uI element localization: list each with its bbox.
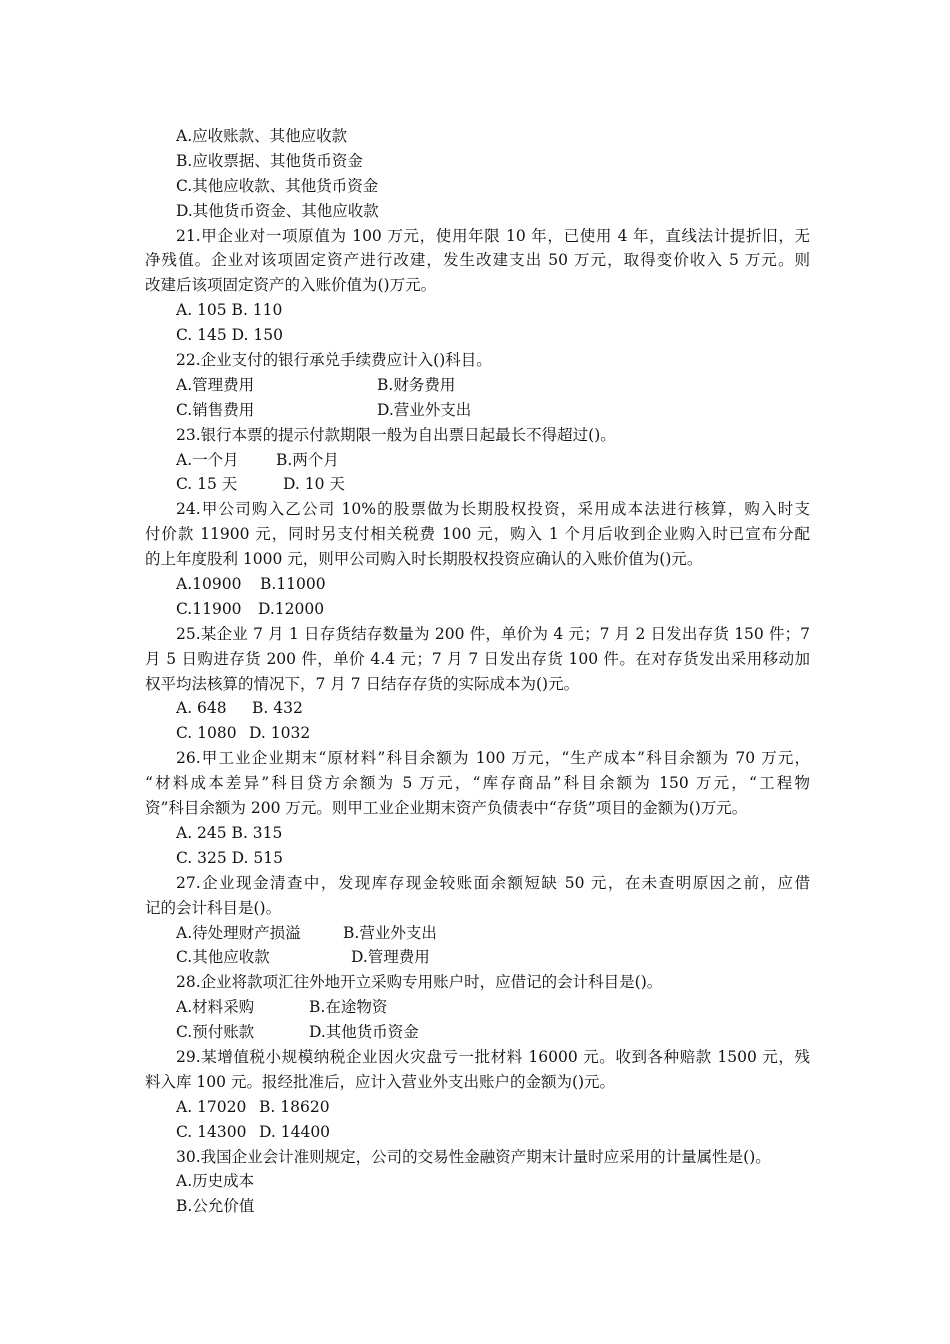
answer-option: B.在途物资 [309,998,388,1017]
answer-option: D. 10 天 [283,475,345,494]
question-stem: 23.银行本票的提示付款期限一般为自出票日起最长不得超过()。 [176,425,616,444]
question-stem-continued: 记的会计科目是()。 [145,898,282,917]
question-stem-continued: 改建后该项固定资产的入账价值为()万元。 [145,276,437,295]
answer-option: B. 432 [252,699,303,718]
answer-option-line: C.其他应收款、其他货币资金 [176,176,379,195]
question-stem-continued: 资”科目余额为 200 万元。则甲工业企业期末资产负债表中“存货”项目的金额为()万元。 [145,799,748,818]
answer-option-line: B.应收票据、其他货币资金 [176,151,363,170]
question-stem: 30.我国企业会计准则规定，公司的交易性金融资产期末计量时应采用的计量属性是()。 [176,1147,771,1166]
question-stem-continued: 净残值。企业对该项固定资产进行改建，发生改建支出 50 万元，取得变价收入 5 万元。则 [145,251,810,270]
answer-option: A. 17020 [176,1097,247,1116]
answer-option: D.管理费用 [351,948,430,967]
answer-option: A.10900 [176,575,242,594]
question-stem: 22.企业支付的银行承兑手续费应计入()科目。 [176,351,492,370]
answer-option-line: A. 245 B. 315 [176,823,283,842]
answer-option-line [145,1020,810,1045]
answer-option: D. 14400 [259,1122,331,1141]
answer-option-line [145,721,810,746]
answer-option-line [145,448,810,473]
answer-option-line: A.应收账款、其他应收款 [176,127,348,145]
question-stem: 26.甲工业企业期末“原材料”科目余额为 100 万元，“生产成本”科目余额为 70 万元， [176,749,810,768]
question-stem: 28.企业将款项汇往外地开立采购专用账户时，应借记的会计科目是()。 [176,973,663,992]
question-stem: 29.某增值税小规模纳税企业因火灾盘亏一批材料 16000 元。收到各种赔款 1500 元，残 [176,1047,810,1066]
answer-option-line: A.历史成本 [176,1172,255,1191]
answer-option-line [145,995,810,1020]
question-stem: 25.某企业 7 月 1 日存货结存数量为 200 件，单价为 4 元；7 月 2 日发出存货 150 件；7 [176,624,810,643]
answer-option-line [145,696,810,721]
answer-option: B.财务费用 [377,375,456,394]
answer-option-line: C. 325 D. 515 [176,848,283,867]
question-stem-continued: 付价款 11900 元，同时另支付相关税费 100 元，购入 1 个月后收到企业购入时已宣布分配 [145,525,810,544]
answer-option: A.一个月 [176,450,239,469]
answer-option: B.两个月 [276,450,339,469]
answer-option: D. 1032 [249,724,311,743]
answer-option: C.其他应收款 [176,948,270,967]
answer-option: B.11000 [260,575,326,594]
question-stem: 24.甲公司购入乙公司 10%的股票做为长期股权投资，采用成本法进行核算，购入时支 [176,500,810,519]
answer-option-line [145,945,810,970]
answer-option-line [145,472,810,497]
answer-option: D.营业外支出 [377,400,472,419]
answer-option: C. 1080 [176,724,237,743]
answer-option: A.待处理财产损溢 [176,923,301,942]
answer-option-line [145,1120,810,1145]
answer-option: B.营业外支出 [343,923,437,942]
answer-option: A.管理费用 [176,375,255,394]
answer-option: C.销售费用 [176,400,255,419]
answer-option-line: B.公允价值 [176,1197,255,1216]
answer-option-line [145,398,810,423]
answer-option: C.11900 [176,599,242,618]
answer-option-line [145,921,810,946]
answer-option-line [145,597,810,622]
answer-option: A. 648 [176,699,227,718]
answer-option-line: A. 105 B. 110 [176,301,283,320]
question-stem: 27.企业现金清查中，发现库存现金较账面余额短缺 50 元，在未查明原因之前，应借 [176,873,810,892]
answer-option-line: C. 145 D. 150 [176,326,283,345]
question-stem-continued: “材料成本差异”科目贷方余额为 5 万元，“库存商品”科目余额为 150 万元，“工程物 [145,774,810,793]
answer-option: D.其他货币资金 [309,1023,419,1042]
answer-option: A.材料采购 [176,998,255,1017]
answer-option: C. 14300 [176,1122,247,1141]
answer-option: C. 15 天 [176,475,238,494]
question-text-body [145,124,810,1219]
question-stem-continued: 的上年度股利 1000 元，则甲公司购入时长期股权投资应确认的入账价值为()元。 [145,550,703,569]
answer-option: C.预付账款 [176,1023,255,1042]
answer-option: B. 18620 [259,1097,330,1116]
answer-option-line [145,1095,810,1120]
answer-option-line [145,572,810,597]
answer-option: D.12000 [258,599,325,618]
answer-option-line: D.其他货币资金、其他应收款 [176,201,379,220]
answer-option-line [145,373,810,398]
question-stem-continued: 权平均法核算的情况下，7 月 7 日结存存货的实际成本为()元。 [145,674,580,693]
question-stem: 21.甲企业对一项原值为 100 万元，使用年限 10 年，已使用 4 年，直线法计提折旧，无 [176,226,810,245]
question-stem-continued: 月 5 日购进存货 200 件，单价 4.4 元；7 月 7 日发出存货 100 件。在对存货发出采用移动加 [145,649,810,668]
question-stem-continued: 料入库 100 元。报经批准后，应计入营业外支出账户的金额为()元。 [145,1072,616,1091]
